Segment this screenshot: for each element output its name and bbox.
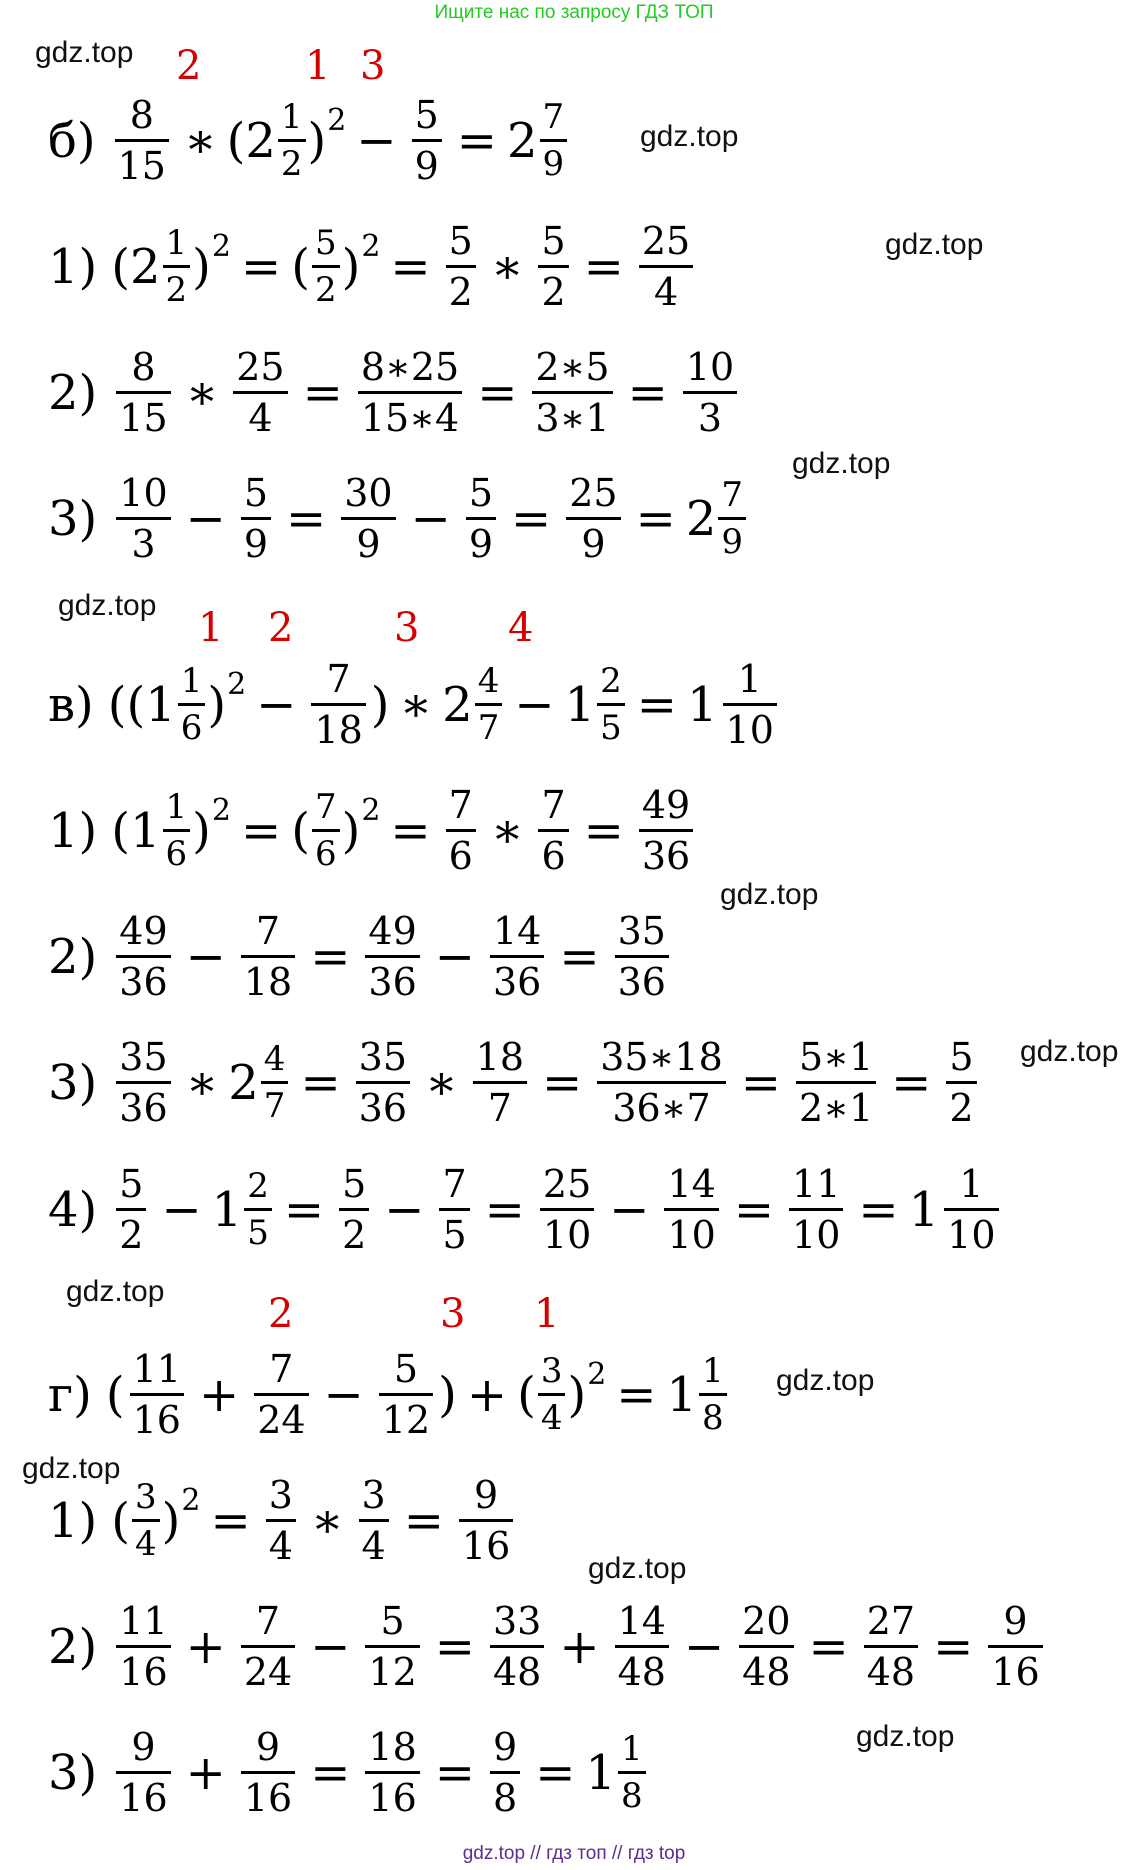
equation-b-step-3: 3) $\frac{10}{3}$ − $\frac{5}{9}$ = $\frac{30}{9}$ − $\frac{5}{9}$ = $\frac{25}{9}$ = 2 $\frac{7}{9}$ — [48, 474, 748, 563]
watermark: gdz.top — [66, 1275, 165, 1308]
order-mark: 3 — [394, 605, 420, 651]
step-label: 2) — [48, 928, 98, 985]
step-label: 2) — [48, 1618, 98, 1675]
equation-g-step-2: 2) $\frac{11}{16}$ + $\frac{7}{24}$ − $\frac{5}{12}$ = $\frac{33}{48}$ + $\frac{14}{48}$ − $\frac{20}{48}$ = $\frac{27}{48}$ = $\frac{9}{16}$ — [48, 1602, 1048, 1691]
fraction: $\frac{8}{15}$ — [115, 96, 169, 185]
equation-v-step-4: 4) $\frac{5}{2}$ − 1 $\frac{2}{5}$ = $\frac{5}{2}$ − $\frac{7}{5}$ = $\frac{25}{10}$ − $\frac{14}{10}$ = $\frac{11}{10}$ = 1 $\frac{1}{10}$ — [48, 1165, 1004, 1254]
fraction: $\frac{5}{9}$ — [412, 96, 442, 185]
part-label: б) — [48, 112, 96, 169]
watermark: gdz.top — [720, 878, 819, 911]
step-label: 1) — [48, 238, 98, 295]
search-banner[interactable]: Ищите нас по запросу ГДЗ ТОП — [434, 2, 714, 23]
order-mark: 2 — [268, 1291, 294, 1337]
watermark: gdz.top — [885, 228, 984, 261]
order-mark: 3 — [440, 1291, 466, 1337]
order-mark: 1 — [198, 605, 224, 651]
footer-links[interactable]: gdz.top // гдз топ // гдз top — [462, 1843, 686, 1864]
watermark: gdz.top — [856, 1720, 955, 1753]
order-mark: 2 — [268, 605, 294, 651]
watermark: gdz.top — [792, 447, 891, 480]
equation-b-main: б) $\frac{8}{15}$ ∗ (2 $\frac{1}{2}$ ) 2 − $\frac{5}{9}$ = 2 $\frac{7}{9}$ — [48, 96, 569, 185]
part-label: в) — [48, 676, 94, 733]
equation-b-step-2: 2) $\frac{8}{15}$ ∗ $\frac{25}{4}$ = $\frac{8∗25}{15∗4}$ = $\frac{2∗5}{3∗1}$ = $\frac{10}{3}$ — [48, 348, 742, 437]
step-label: 3) — [48, 1054, 98, 1111]
equation-v-step-1: 1) (1 $\frac{1}{6}$ ) 2 = ( $\frac{7}{6}$ ) 2 = $\frac{7}{6}$ ∗ $\frac{7}{6}$ = $\frac{49}{36}$ — [48, 786, 698, 875]
equation-v-step-3: 3) $\frac{35}{36}$ ∗ 2 $\frac{4}{7}$ = $\frac{35}{36}$ ∗ $\frac{18}{7}$ = $\frac{35∗18}{36∗7}$ = $\frac{5∗1}{2∗1}$ = $\frac{5}{2}$ — [48, 1038, 982, 1127]
part-label: г) — [48, 1366, 92, 1423]
equation-b-step-1: 1) (2 $\frac{1}{2}$ ) 2 = ( $\frac{5}{2}$ ) 2 = $\frac{5}{2}$ ∗ $\frac{5}{2}$ = $\frac{25}{4}$ — [48, 222, 698, 311]
watermark: gdz.top — [22, 1452, 121, 1485]
equation-g-step-1: 1) ( $\frac{3}{4}$ ) 2 = $\frac{3}{4}$ ∗ $\frac{3}{4}$ = $\frac{9}{16}$ — [48, 1476, 518, 1565]
step-label: 3) — [48, 1744, 98, 1801]
watermark: gdz.top — [776, 1364, 875, 1397]
watermark: gdz.top — [588, 1552, 687, 1585]
step-label: 4) — [48, 1181, 98, 1238]
step-label: 1) — [48, 802, 98, 859]
order-mark: 4 — [508, 605, 534, 651]
watermark: gdz.top — [640, 120, 739, 153]
equation-v-step-2: 2) $\frac{49}{36}$ − $\frac{7}{18}$ = $\frac{49}{36}$ − $\frac{14}{36}$ = $\frac{35}{36}$ — [48, 912, 674, 1001]
order-mark: 3 — [360, 43, 386, 89]
step-label: 3) — [48, 490, 98, 547]
order-mark: 1 — [534, 1291, 560, 1337]
equation-g-main: г) ( $\frac{11}{16}$ + $\frac{7}{24}$ − $\frac{5}{12}$ ) + ( $\frac{3}{4}$ ) 2 = 1 $\frac{1}{8}$ — [48, 1350, 729, 1439]
step-label: 2) — [48, 364, 98, 421]
step-label: 1) — [48, 1492, 98, 1549]
order-mark: 1 — [305, 43, 331, 89]
watermark: gdz.top — [58, 589, 157, 622]
equation-g-step-3: 3) $\frac{9}{16}$ + $\frac{9}{16}$ = $\frac{18}{16}$ = $\frac{9}{8}$ = 1 $\frac{1}{8}$ — [48, 1728, 648, 1817]
order-mark: 2 — [176, 43, 202, 89]
equation-v-main: в) ((1 $\frac{1}{6}$ ) 2 − $\frac{7}{18}$ ) ∗ 2 $\frac{4}{7}$ − 1 $\frac{2}{5}$ = 1 $\frac{1}{10}$ — [48, 660, 782, 749]
watermark: gdz.top — [35, 36, 134, 69]
watermark: gdz.top — [1020, 1035, 1119, 1068]
